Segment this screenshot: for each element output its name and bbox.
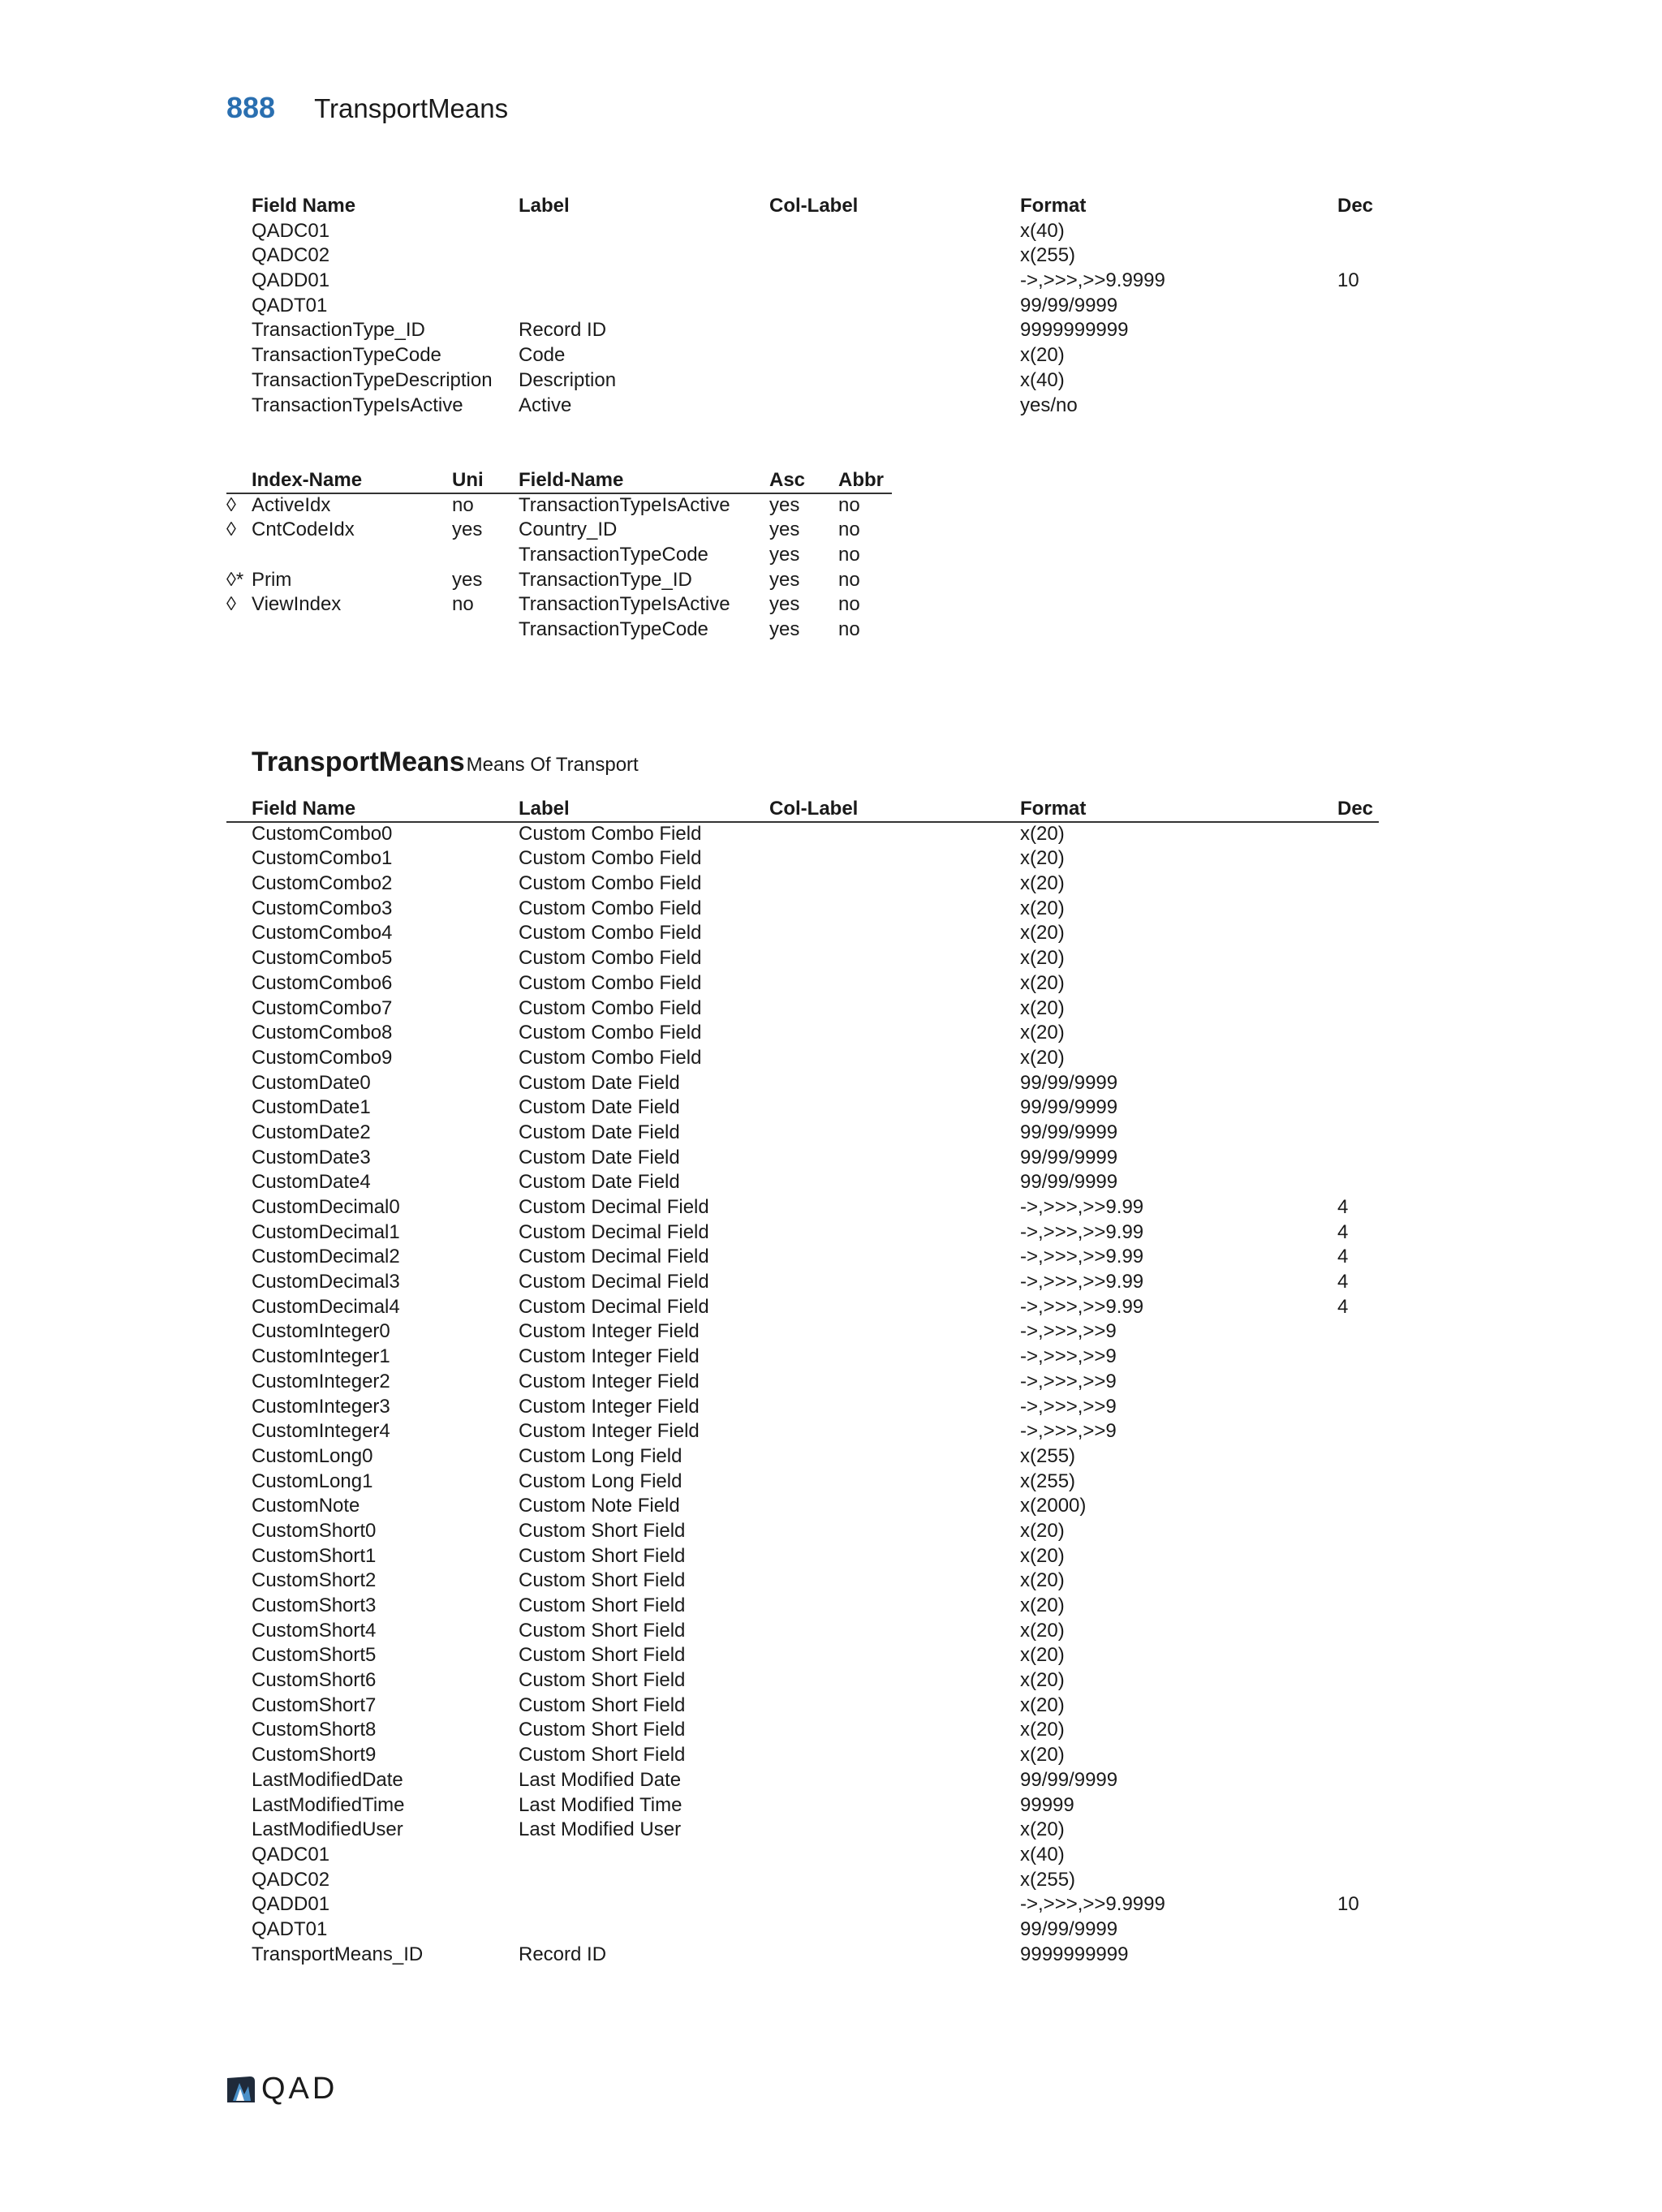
cell-label: Custom Combo Field xyxy=(519,1022,702,1044)
table-row xyxy=(226,1519,1379,1544)
column-header-dec: Dec xyxy=(1337,195,1374,217)
table-row xyxy=(226,1195,1379,1220)
cell-label: Custom Integer Field xyxy=(519,1395,700,1418)
cell-format: x(20) xyxy=(1020,922,1065,945)
cell-label: Custom Date Field xyxy=(519,1096,680,1119)
cell-field-name: CustomCombo9 xyxy=(252,1046,393,1069)
table-row xyxy=(226,1619,1379,1644)
cell-field-name: QADT01 xyxy=(252,294,328,316)
table-row xyxy=(226,1046,1379,1071)
table-row xyxy=(226,1693,1379,1719)
table-row xyxy=(226,1917,1379,1943)
qad-logo xyxy=(226,2072,338,2107)
cell-field-name: CustomDate3 xyxy=(252,1146,371,1168)
cell-format: x(20) xyxy=(1020,1046,1065,1069)
section-description: Means Of Transport xyxy=(466,754,639,776)
index-marker-icon: ◊ xyxy=(226,593,236,616)
cell-field-name: CustomCombo1 xyxy=(252,847,393,870)
cell-format: x(20) xyxy=(1020,1594,1065,1616)
cell-format: x(20) xyxy=(1020,1719,1065,1741)
table-row xyxy=(226,1146,1379,1171)
table-row xyxy=(226,1943,1379,1968)
cell-dec: 4 xyxy=(1337,1196,1349,1218)
cell-field-name: TransactionTypeCode xyxy=(252,344,441,367)
page-header xyxy=(226,91,508,127)
cell-label: Custom Combo Field xyxy=(519,996,702,1019)
table-row xyxy=(226,592,892,618)
table-body xyxy=(226,822,1379,1968)
cell-field-name: CustomShort8 xyxy=(252,1719,377,1741)
cell-label: Custom Date Field xyxy=(519,1146,680,1168)
table-row xyxy=(226,1370,1379,1395)
cell-format: x(255) xyxy=(1020,1470,1076,1492)
cell-field-name: TransactionTypeCode xyxy=(519,544,708,566)
cell-label: Active xyxy=(519,394,572,416)
table-row xyxy=(226,1569,1379,1594)
cell-label: Custom Date Field xyxy=(519,1171,680,1194)
table-row xyxy=(226,1170,1379,1195)
cell-label: Last Modified Date xyxy=(519,1768,682,1791)
cell-field-name: CustomDecimal3 xyxy=(252,1271,400,1293)
cell-index-name: ActiveIdx xyxy=(252,493,331,516)
cell-format: x(20) xyxy=(1020,1744,1065,1767)
cell-label: Custom Short Field xyxy=(519,1744,686,1767)
cell-format: x(20) xyxy=(1020,1519,1065,1542)
cell-abbr: no xyxy=(838,519,860,541)
cell-format: ->,>>>,>>9 xyxy=(1020,1320,1117,1343)
cell-field-name: CustomNote xyxy=(252,1495,360,1517)
cell-field-name: QADD01 xyxy=(252,1893,330,1916)
cell-field-name: CustomShort1 xyxy=(252,1544,377,1567)
cell-label: Custom Short Field xyxy=(519,1569,686,1592)
cell-format: ->,>>>,>>9.99 xyxy=(1020,1220,1144,1243)
cell-label: Custom Integer Field xyxy=(519,1370,700,1392)
table-row xyxy=(226,1419,1379,1444)
cell-field-name: CustomDecimal0 xyxy=(252,1196,400,1218)
cell-format: 9999999999 xyxy=(1020,1943,1129,1965)
fields-table-transportmeans xyxy=(226,797,1379,1967)
page-title: TransportMeans xyxy=(314,93,509,123)
cell-format: 99/99/9999 xyxy=(1020,294,1118,316)
column-header-label: Label xyxy=(519,195,570,217)
cell-field-name: QADT01 xyxy=(252,1917,328,1940)
table-row xyxy=(226,1668,1379,1693)
cell-format: x(2000) xyxy=(1020,1495,1087,1517)
cell-label: Custom Decimal Field xyxy=(519,1220,709,1243)
table-row xyxy=(226,971,1379,996)
cell-field-name: TransactionTypeIsActive xyxy=(519,493,730,516)
table-row xyxy=(226,394,1379,419)
column-header-format: Format xyxy=(1020,195,1087,217)
cell-format: 99999 xyxy=(1020,1793,1074,1816)
cell-format: x(20) xyxy=(1020,1619,1065,1642)
table-header-row xyxy=(226,797,1379,822)
cell-abbr: no xyxy=(838,544,860,566)
cell-label: Custom Decimal Field xyxy=(519,1196,709,1218)
table-row xyxy=(226,1395,1379,1420)
cell-format: x(20) xyxy=(1020,947,1065,970)
cell-label: Custom Combo Field xyxy=(519,922,702,945)
cell-field-name: TransactionType_ID xyxy=(252,319,425,342)
cell-field-name: CustomShort7 xyxy=(252,1693,377,1716)
cell-label: Last Modified Time xyxy=(519,1793,682,1816)
column-header-field-name: Field Name xyxy=(252,798,356,820)
cell-format: 9999999999 xyxy=(1020,319,1129,342)
cell-format: ->,>>>,>>9.9999 xyxy=(1020,269,1165,292)
index-table xyxy=(226,468,892,643)
table-row xyxy=(226,1095,1379,1121)
table-row xyxy=(226,996,1379,1022)
table-header-row xyxy=(226,468,892,493)
table-row xyxy=(226,846,1379,871)
cell-format: ->,>>>,>>9 xyxy=(1020,1370,1117,1392)
cell-format: x(40) xyxy=(1020,219,1065,242)
cell-format: ->,>>>,>>9.9999 xyxy=(1020,1893,1165,1916)
cell-uni: no xyxy=(452,593,474,616)
cell-asc: yes xyxy=(769,593,800,616)
cell-field-name: QADC02 xyxy=(252,244,330,267)
cell-format: x(255) xyxy=(1020,1868,1076,1891)
cell-label: Custom Combo Field xyxy=(519,1046,702,1069)
cell-field-name: CustomCombo2 xyxy=(252,872,393,895)
cell-field-name: CustomDecimal1 xyxy=(252,1220,400,1243)
cell-format: 99/99/9999 xyxy=(1020,1121,1118,1143)
table-row xyxy=(226,1793,1379,1818)
cell-label: Custom Decimal Field xyxy=(519,1271,709,1293)
column-header-format: Format xyxy=(1020,798,1087,820)
table-row xyxy=(226,1444,1379,1470)
cell-field-name: CustomLong0 xyxy=(252,1444,373,1467)
cell-format: x(20) xyxy=(1020,1644,1065,1667)
cell-uni: yes xyxy=(452,568,483,591)
cell-label: Custom Short Field xyxy=(519,1594,686,1616)
cell-format: x(255) xyxy=(1020,1444,1076,1467)
cell-field-name: CustomLong1 xyxy=(252,1470,373,1492)
cell-field-name: CustomShort3 xyxy=(252,1594,377,1616)
index-marker-icon: ◊ xyxy=(226,493,236,516)
cell-field-name: CustomShort6 xyxy=(252,1669,377,1692)
cell-label: Custom Short Field xyxy=(519,1644,686,1667)
cell-format: x(20) xyxy=(1020,847,1065,870)
cell-index-name: Prim xyxy=(252,568,292,591)
cell-label: Custom Integer Field xyxy=(519,1420,700,1443)
cell-field-name: CustomDate1 xyxy=(252,1096,371,1119)
cell-abbr: no xyxy=(838,593,860,616)
cell-dec: 4 xyxy=(1337,1246,1349,1268)
cell-dec: 4 xyxy=(1337,1220,1349,1243)
cell-format: x(40) xyxy=(1020,1843,1065,1866)
cell-field-name: TransactionTypeDescription xyxy=(252,368,493,391)
cell-format: ->,>>>,>>9.99 xyxy=(1020,1246,1144,1268)
cell-field-name: CustomShort4 xyxy=(252,1619,377,1642)
table-header-row xyxy=(226,194,1379,219)
column-header-field-name: Field Name xyxy=(252,195,356,217)
cell-label: Last Modified User xyxy=(519,1818,682,1841)
column-header-col-label: Col-Label xyxy=(769,195,859,217)
cell-format: ->,>>>,>>9.99 xyxy=(1020,1196,1144,1218)
cell-format: 99/99/9999 xyxy=(1020,1171,1118,1194)
cell-field-name: QADC01 xyxy=(252,219,330,242)
table-row xyxy=(226,1768,1379,1793)
cell-label: Custom Combo Field xyxy=(519,947,702,970)
cell-format: 99/99/9999 xyxy=(1020,1096,1118,1119)
cell-label: Custom Long Field xyxy=(519,1444,682,1467)
cell-asc: yes xyxy=(769,568,800,591)
cell-format: 99/99/9999 xyxy=(1020,1071,1118,1094)
cell-label: Custom Integer Field xyxy=(519,1345,700,1368)
cell-field-name: QADC01 xyxy=(252,1843,330,1866)
table-row xyxy=(226,294,1379,319)
table-row xyxy=(226,243,1379,269)
cell-label: Custom Short Field xyxy=(519,1619,686,1642)
table-row xyxy=(226,1818,1379,1843)
section-title xyxy=(252,747,639,778)
cell-label: Custom Integer Field xyxy=(519,1320,700,1343)
section-name: TransportMeans xyxy=(252,747,465,777)
cell-label: Custom Combo Field xyxy=(519,897,702,919)
table-row xyxy=(226,1245,1379,1270)
cell-format: x(20) xyxy=(1020,344,1065,367)
table-row xyxy=(226,897,1379,922)
cell-label: Record ID xyxy=(519,1943,607,1965)
cell-field-name: CustomCombo8 xyxy=(252,1022,393,1044)
cell-label: Custom Decimal Field xyxy=(519,1295,709,1318)
column-header-dec: Dec xyxy=(1337,798,1374,820)
cell-format: x(20) xyxy=(1020,872,1065,895)
cell-field-name: CustomCombo3 xyxy=(252,897,393,919)
cell-dec: 10 xyxy=(1337,269,1359,292)
cell-field-name: Country_ID xyxy=(519,519,618,541)
cell-field-name: CustomDecimal4 xyxy=(252,1295,400,1318)
table-row xyxy=(226,368,1379,394)
table-row xyxy=(226,871,1379,897)
cell-field-name: QADC02 xyxy=(252,1868,330,1891)
cell-field-name: TransactionType_ID xyxy=(519,568,692,591)
cell-format: ->,>>>,>>9.99 xyxy=(1020,1271,1144,1293)
cell-field-name: CustomInteger3 xyxy=(252,1395,390,1418)
column-header-index-name: Index-Name xyxy=(252,469,363,491)
table-row xyxy=(226,822,1379,847)
cell-field-name: TransactionTypeCode xyxy=(519,618,708,641)
cell-asc: yes xyxy=(769,493,800,516)
table-row xyxy=(226,543,892,568)
cell-format: x(20) xyxy=(1020,897,1065,919)
cell-format: x(20) xyxy=(1020,1669,1065,1692)
cell-field-name: TransactionTypeIsActive xyxy=(252,394,463,416)
cell-label: Custom Short Field xyxy=(519,1693,686,1716)
table-row xyxy=(226,1021,1379,1046)
cell-format: x(255) xyxy=(1020,244,1076,267)
table-row xyxy=(226,1220,1379,1246)
table-row xyxy=(226,1494,1379,1519)
cell-label: Custom Date Field xyxy=(519,1071,680,1094)
table-row xyxy=(226,1295,1379,1320)
cell-label: Custom Combo Field xyxy=(519,822,702,845)
cell-format: x(20) xyxy=(1020,996,1065,1019)
table-row xyxy=(226,1718,1379,1743)
cell-field-name: CustomCombo7 xyxy=(252,996,393,1019)
cell-abbr: no xyxy=(838,618,860,641)
cell-label: Custom Decimal Field xyxy=(519,1246,709,1268)
cell-uni: no xyxy=(452,493,474,516)
cell-label: Custom Combo Field xyxy=(519,971,702,994)
index-marker-icon: ◊* xyxy=(226,568,244,591)
page-number: 888 xyxy=(226,91,276,124)
column-header-field-name: Field-Name xyxy=(519,469,624,491)
cell-field-name: CustomCombo0 xyxy=(252,822,393,845)
cell-format: x(20) xyxy=(1020,1022,1065,1044)
cell-format: x(20) xyxy=(1020,822,1065,845)
cell-field-name: LastModifiedTime xyxy=(252,1793,405,1816)
cell-field-name: QADD01 xyxy=(252,269,330,292)
cell-field-name: CustomCombo5 xyxy=(252,947,393,970)
cell-field-name: LastModifiedDate xyxy=(252,1768,403,1791)
table-row xyxy=(226,1345,1379,1370)
column-header-asc: Asc xyxy=(769,469,806,491)
cell-field-name: CustomShort2 xyxy=(252,1569,377,1592)
cell-format: 99/99/9999 xyxy=(1020,1768,1118,1791)
cell-field-name: CustomShort0 xyxy=(252,1519,377,1542)
table-row xyxy=(226,1121,1379,1146)
cell-format: 99/99/9999 xyxy=(1020,1917,1118,1940)
cell-field-name: CustomShort9 xyxy=(252,1744,377,1767)
table-row xyxy=(226,921,1379,946)
cell-abbr: no xyxy=(838,493,860,516)
table-row xyxy=(226,1868,1379,1893)
table-row xyxy=(226,1544,1379,1569)
cell-field-name: CustomInteger0 xyxy=(252,1320,390,1343)
cell-asc: yes xyxy=(769,618,800,641)
table-row xyxy=(226,1594,1379,1619)
cell-label: Custom Short Field xyxy=(519,1544,686,1567)
cell-label: Custom Date Field xyxy=(519,1121,680,1143)
cell-label: Code xyxy=(519,344,566,367)
cell-format: x(20) xyxy=(1020,1693,1065,1716)
table-row xyxy=(226,618,892,643)
cell-field-name: CustomDecimal2 xyxy=(252,1246,400,1268)
column-header-abbr: Abbr xyxy=(838,469,884,491)
cell-label: Custom Note Field xyxy=(519,1495,680,1517)
cell-dec: 4 xyxy=(1337,1295,1349,1318)
table-row xyxy=(226,219,1379,244)
cell-label: Custom Short Field xyxy=(519,1519,686,1542)
cell-index-name: CntCodeIdx xyxy=(252,519,355,541)
table-row xyxy=(226,493,892,519)
cell-label: Description xyxy=(519,368,617,391)
cell-format: ->,>>>,>>9 xyxy=(1020,1345,1117,1368)
cell-field-name: CustomShort5 xyxy=(252,1644,377,1667)
cell-uni: yes xyxy=(452,519,483,541)
cell-field-name: TransactionTypeIsActive xyxy=(519,593,730,616)
cell-label: Custom Short Field xyxy=(519,1669,686,1692)
table-row xyxy=(226,946,1379,971)
table-body xyxy=(226,219,1379,419)
table-body xyxy=(226,493,892,643)
cell-index-name: ViewIndex xyxy=(252,593,342,616)
cell-dec: 4 xyxy=(1337,1271,1349,1293)
cell-format: yes/no xyxy=(1020,394,1078,416)
cell-format: ->,>>>,>>9 xyxy=(1020,1420,1117,1443)
cell-format: ->,>>>,>>9.99 xyxy=(1020,1295,1144,1318)
cell-format: x(20) xyxy=(1020,1818,1065,1841)
cell-asc: yes xyxy=(769,544,800,566)
table-row xyxy=(226,568,892,593)
cell-label: Record ID xyxy=(519,319,607,342)
table-row xyxy=(226,1470,1379,1495)
cell-field-name: CustomInteger1 xyxy=(252,1345,390,1368)
cell-format: x(40) xyxy=(1020,368,1065,391)
table-row xyxy=(226,518,892,543)
cell-dec: 10 xyxy=(1337,1893,1359,1916)
column-header-label: Label xyxy=(519,798,570,820)
cell-format: x(20) xyxy=(1020,1569,1065,1592)
table-row xyxy=(226,343,1379,368)
cell-field-name: LastModifiedUser xyxy=(252,1818,403,1841)
cell-field-name: CustomCombo4 xyxy=(252,922,393,945)
table-row xyxy=(226,1643,1379,1668)
index-marker-icon: ◊ xyxy=(226,519,236,541)
cell-format: 99/99/9999 xyxy=(1020,1146,1118,1168)
cell-field-name: CustomDate0 xyxy=(252,1071,371,1094)
cell-field-name: CustomInteger2 xyxy=(252,1370,390,1392)
table-row xyxy=(226,318,1379,343)
fields-table-transactiontype xyxy=(226,194,1379,418)
cell-label: Custom Short Field xyxy=(519,1719,686,1741)
table-row xyxy=(226,1319,1379,1345)
cell-label: Custom Combo Field xyxy=(519,872,702,895)
column-header-uni: Uni xyxy=(452,469,484,491)
cell-field-name: CustomDate2 xyxy=(252,1121,371,1143)
table-row xyxy=(226,1843,1379,1868)
cell-label: Custom Combo Field xyxy=(519,847,702,870)
table-row xyxy=(226,1743,1379,1768)
cell-abbr: no xyxy=(838,568,860,591)
table-row xyxy=(226,1270,1379,1295)
cell-field-name: CustomCombo6 xyxy=(252,971,393,994)
cell-field-name: CustomInteger4 xyxy=(252,1420,390,1443)
cell-format: ->,>>>,>>9 xyxy=(1020,1395,1117,1418)
cell-field-name: CustomDate4 xyxy=(252,1171,371,1194)
table-row xyxy=(226,269,1379,294)
qad-logo-text: QAD xyxy=(261,2072,338,2106)
qad-logo-icon xyxy=(226,2075,256,2104)
cell-asc: yes xyxy=(769,519,800,541)
cell-format: x(20) xyxy=(1020,1544,1065,1567)
cell-format: x(20) xyxy=(1020,971,1065,994)
table-row xyxy=(226,1071,1379,1096)
cell-field-name: TransportMeans_ID xyxy=(252,1943,424,1965)
table-row xyxy=(226,1892,1379,1917)
column-header-col-label: Col-Label xyxy=(769,798,859,820)
cell-label: Custom Long Field xyxy=(519,1470,682,1492)
